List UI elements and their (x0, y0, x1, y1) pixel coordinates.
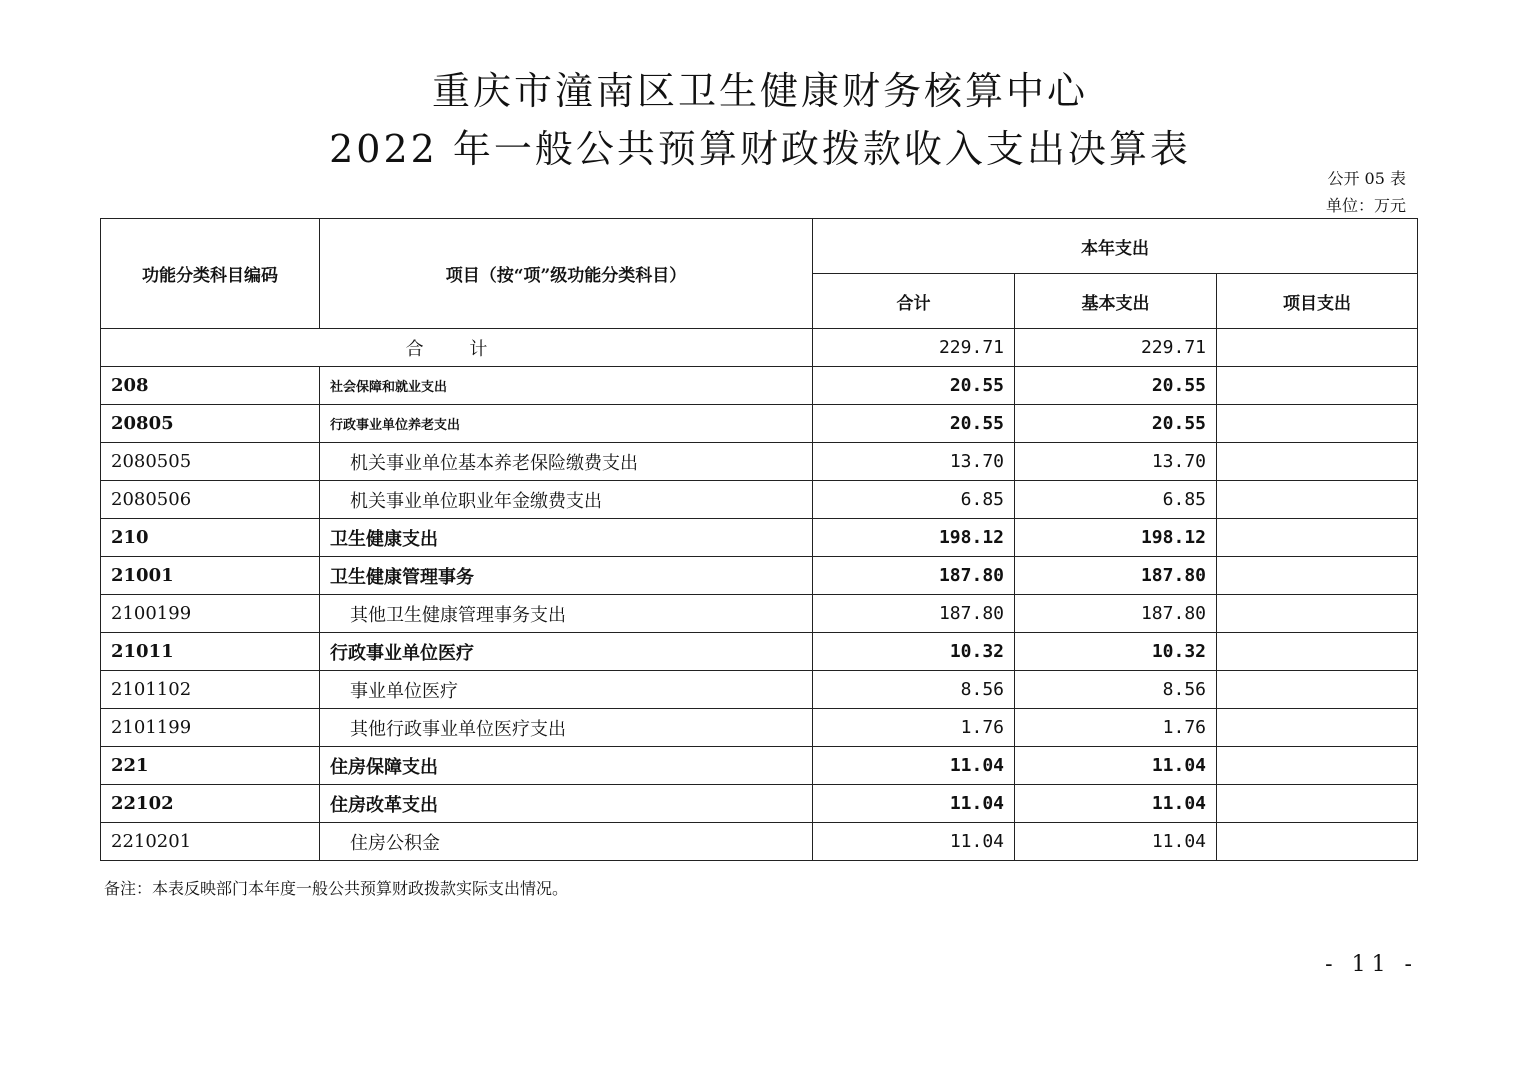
row-code: 210 (101, 519, 320, 557)
table-row (101, 519, 1418, 557)
row-code: 2080505 (101, 443, 320, 481)
header-row-1 (101, 219, 1418, 274)
row-name: 其他行政事业单位医疗支出 (350, 718, 566, 740)
unit-label: 单位：万元 (1325, 196, 1406, 215)
row-total: 11.04 (813, 785, 1015, 823)
table-row (101, 823, 1418, 861)
table-row (101, 405, 1418, 443)
header-project: 项目支出 (1217, 274, 1418, 329)
row-total: 8.56 (813, 671, 1015, 709)
document-title-line2: 2022 年一般公共预算财政拨款收入支出决算表 (329, 127, 1191, 171)
total-label: 合 计 (101, 329, 813, 367)
row-basic: 20.55 (1015, 405, 1217, 443)
row-code: 208 (101, 367, 320, 405)
row-project (1217, 481, 1418, 519)
header-code: 功能分类科目编码 (101, 219, 320, 329)
form-number: 公开 05 表 (1327, 169, 1406, 188)
row-total: 187.80 (813, 557, 1015, 595)
row-name: 住房公积金 (350, 832, 440, 854)
table-row (101, 481, 1418, 519)
row-basic: 187.80 (1015, 595, 1217, 633)
document-title-line1: 重庆市潼南区卫生健康财务核算中心 (431, 69, 1088, 113)
budget-table (100, 218, 1418, 861)
row-basic: 11.04 (1015, 785, 1217, 823)
table-row (101, 785, 1418, 823)
row-code: 21001 (101, 557, 320, 595)
row-name: 行政事业单位养老支出 (320, 405, 813, 443)
row-code: 2080506 (101, 481, 320, 519)
row-basic: 10.32 (1015, 633, 1217, 671)
row-project (1217, 823, 1418, 861)
table-row (101, 443, 1418, 481)
row-total: 10.32 (813, 633, 1015, 671)
row-project (1217, 367, 1418, 405)
table-row (101, 595, 1418, 633)
row-project (1217, 671, 1418, 709)
table-row (101, 367, 1418, 405)
row-project (1217, 557, 1418, 595)
row-basic: 1.76 (1015, 709, 1217, 747)
row-code: 221 (101, 747, 320, 785)
row-basic: 13.70 (1015, 443, 1217, 481)
header-current-year-expenditure: 本年支出 (813, 219, 1418, 274)
row-name: 住房改革支出 (320, 785, 813, 823)
row-project (1217, 595, 1418, 633)
table-row (101, 633, 1418, 671)
row-project (1217, 709, 1418, 747)
row-code: 2101102 (101, 671, 320, 709)
table-row (101, 671, 1418, 709)
header-item: 项目（按“项”级功能分类科目） (320, 219, 813, 329)
row-name: 行政事业单位医疗 (320, 633, 813, 671)
table-row (101, 709, 1418, 747)
row-name: 机关事业单位基本养老保险缴费支出 (350, 452, 638, 474)
row-basic: 20.55 (1015, 367, 1217, 405)
row-project (1217, 633, 1418, 671)
row-name: 机关事业单位职业年金缴费支出 (350, 490, 602, 512)
row-name: 其他卫生健康管理事务支出 (350, 604, 566, 626)
row-total: 198.12 (813, 519, 1015, 557)
row-project (1217, 785, 1418, 823)
row-code: 2100199 (101, 595, 320, 633)
table-row (101, 557, 1418, 595)
row-project (1217, 405, 1418, 443)
row-code: 2101199 (101, 709, 320, 747)
row-code: 22102 (101, 785, 320, 823)
row-total: 187.80 (813, 595, 1015, 633)
row-name: 卫生健康管理事务 (320, 557, 813, 595)
row-name: 事业单位医疗 (350, 680, 458, 702)
row-basic: 187.80 (1015, 557, 1217, 595)
total-row (101, 329, 1418, 367)
row-code: 2210201 (101, 823, 320, 861)
row-basic: 11.04 (1015, 823, 1217, 861)
row-total: 20.55 (813, 367, 1015, 405)
row-project (1217, 443, 1418, 481)
row-total: 6.85 (813, 481, 1015, 519)
row-name: 社会保障和就业支出 (320, 367, 813, 405)
header-basic: 基本支出 (1015, 274, 1217, 329)
row-basic: 198.12 (1015, 519, 1217, 557)
row-code: 21011 (101, 633, 320, 671)
row-total: 11.04 (813, 823, 1015, 861)
footnote: 备注：本表反映部门本年度一般公共预算财政拨款实际支出情况。 (104, 879, 569, 898)
total-basic: 229.71 (1015, 329, 1217, 367)
page-number: - 11 - (1325, 952, 1418, 977)
row-total: 20.55 (813, 405, 1015, 443)
row-basic: 6.85 (1015, 481, 1217, 519)
row-total: 1.76 (813, 709, 1015, 747)
total-amount: 229.71 (813, 329, 1015, 367)
row-project (1217, 747, 1418, 785)
total-project (1217, 329, 1418, 367)
row-total: 13.70 (813, 443, 1015, 481)
row-basic: 8.56 (1015, 671, 1217, 709)
row-code: 20805 (101, 405, 320, 443)
row-project (1217, 519, 1418, 557)
header-total: 合计 (813, 274, 1015, 329)
row-basic: 11.04 (1015, 747, 1217, 785)
row-name: 卫生健康支出 (320, 519, 813, 557)
row-total: 11.04 (813, 747, 1015, 785)
row-name: 住房保障支出 (320, 747, 813, 785)
table-row (101, 747, 1418, 785)
